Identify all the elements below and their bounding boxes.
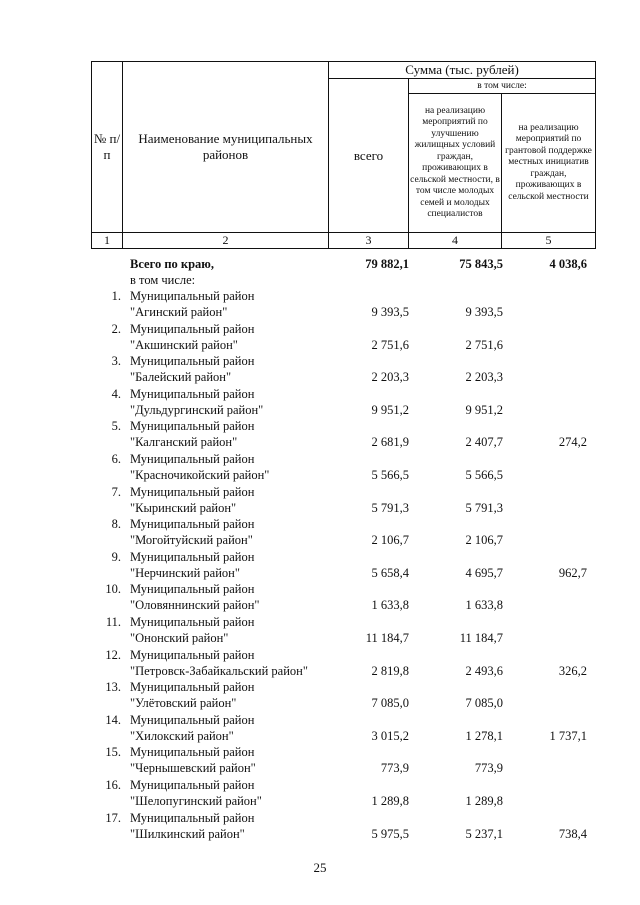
district-type: Муниципальный район: [130, 745, 255, 760]
value-total: 2 106,7: [371, 533, 409, 548]
district-name: [130, 386, 340, 418]
value-total: 3 015,2: [371, 728, 409, 743]
row-number: 1.: [111, 289, 121, 303]
district-name: [130, 451, 340, 483]
table-row: [91, 451, 595, 484]
value-total: 7 085,0: [371, 696, 409, 711]
table-row: [91, 712, 595, 745]
district-name: [130, 810, 340, 842]
header-col4: на реализацию мероприятий по улучшению жилищных условий граждан, проживающих в сельской местности, в том числе молодых семей и молодых специалистов: [409, 94, 502, 233]
row-number: 8.: [111, 517, 121, 532]
value-grants: 962,7: [558, 565, 587, 580]
value-housing: 11 184,7: [459, 630, 503, 645]
row-number: 7.: [111, 484, 121, 499]
value-housing: 2 407,7: [465, 435, 503, 450]
district-name: [130, 484, 340, 516]
district-title: "Чернышевский район": [130, 761, 256, 776]
row-number: 5.: [111, 419, 121, 434]
value-housing: 2 751,6: [465, 337, 503, 352]
district-type: Муниципальный район: [130, 419, 255, 434]
district-title: "Нерчинский район": [130, 565, 240, 580]
district-title: "Дульдургинский район": [130, 402, 264, 417]
table-row: [91, 418, 595, 451]
district-name: [130, 516, 340, 548]
value-housing: 773,9: [474, 761, 503, 776]
district-name: [130, 614, 340, 646]
district-title: "Калганский район": [130, 435, 238, 450]
row-number: 4.: [111, 386, 121, 401]
district-title: "Хилокский район": [130, 728, 234, 743]
district-title: "Петровск-Забайкальский район": [130, 663, 308, 678]
district-title: "Кыринский район": [130, 500, 237, 515]
header-sum: Сумма (тыс. рублей): [329, 62, 596, 79]
value-total: 2 681,9: [371, 435, 409, 450]
row-number: 9.: [111, 549, 121, 564]
table-row: [91, 288, 595, 321]
row-number: 6.: [111, 451, 121, 466]
total-sublabel: в том числе:: [130, 273, 196, 287]
district-title: "Шилкинский район": [130, 826, 245, 841]
value-housing: 7 085,0: [465, 696, 503, 711]
table-row: [91, 353, 595, 386]
value-grants: 1 737,1: [549, 728, 587, 743]
header-all: всего: [329, 79, 409, 233]
row-number: 17.: [105, 810, 121, 825]
column-number: 1: [92, 233, 123, 249]
district-type: Муниципальный район: [130, 647, 255, 662]
value-total: 5 975,5: [371, 826, 409, 841]
value-total: 5 566,5: [371, 467, 409, 482]
value-housing: 1 289,8: [465, 793, 503, 808]
district-type: Муниципальный район: [130, 680, 255, 695]
value-housing: 2 493,6: [465, 663, 503, 678]
total-col4: 75 843,5: [459, 257, 503, 271]
value-total: 5 658,4: [371, 565, 409, 580]
district-type: Муниципальный район: [130, 582, 255, 597]
district-type: Муниципальный район: [130, 289, 255, 303]
value-housing: 5 237,1: [465, 826, 503, 841]
value-housing: 5 566,5: [465, 467, 503, 482]
table-row: [91, 516, 595, 549]
district-name: [130, 744, 340, 776]
row-number: 2.: [111, 321, 121, 336]
row-number: 13.: [105, 680, 121, 695]
district-name: [130, 777, 340, 809]
value-housing: 2 106,7: [465, 533, 503, 548]
table-row: [91, 484, 595, 517]
header-num: № п/п: [92, 62, 123, 233]
header-name: Наименование муниципальных районов: [123, 62, 329, 233]
value-total: 773,9: [380, 761, 409, 776]
table-row: [91, 549, 595, 582]
district-name: [130, 647, 340, 679]
column-numbers-row: [92, 233, 596, 249]
value-total: 9 393,5: [371, 305, 409, 319]
district-title: "Красночикойский район": [130, 467, 270, 482]
table-row: [91, 810, 595, 843]
district-name: [130, 581, 340, 613]
value-total: 1 289,8: [371, 793, 409, 808]
district-title: "Акшинский район": [130, 337, 238, 352]
row-number: 14.: [105, 712, 121, 727]
district-name: [130, 712, 340, 744]
total-row: [91, 256, 595, 288]
total-label-block: [130, 256, 214, 288]
total-col3: 79 882,1: [365, 257, 409, 271]
district-type: Муниципальный район: [130, 549, 255, 564]
district-name: [130, 353, 340, 385]
value-grants: 326,2: [558, 663, 587, 678]
column-number: 2: [123, 233, 329, 249]
row-number: 10.: [105, 582, 121, 597]
district-title: "Оловяннинский район": [130, 598, 260, 613]
district-type: Муниципальный район: [130, 810, 255, 825]
table-row: [91, 777, 595, 810]
table-row: [91, 647, 595, 680]
value-total: 11 184,7: [365, 630, 409, 645]
district-type: Муниципальный район: [130, 777, 255, 792]
value-housing: 9 393,5: [465, 305, 503, 319]
value-housing: 2 203,3: [465, 370, 503, 385]
district-title: "Шелопугинский район": [130, 793, 262, 808]
table-header: [91, 61, 596, 249]
value-total: 5 791,3: [371, 500, 409, 515]
district-type: Муниципальный район: [130, 517, 255, 532]
row-number: 3.: [111, 354, 121, 369]
header-col5: на реализацию мероприятий по грантовой поддержке местных инициатив граждан, проживающих в сельской местности: [502, 94, 596, 233]
district-type: Муниципальный район: [130, 321, 255, 336]
district-title: "Балейский район": [130, 370, 232, 385]
district-type: Муниципальный район: [130, 451, 255, 466]
value-grants: 274,2: [558, 435, 587, 450]
district-type: Муниципальный район: [130, 614, 255, 629]
row-number: 15.: [105, 745, 121, 760]
value-housing: 9 951,2: [465, 402, 503, 417]
table-row: [91, 679, 595, 712]
district-name: [130, 679, 340, 711]
value-total: 2 203,3: [371, 370, 409, 385]
header-including: в том числе:: [409, 79, 596, 94]
value-housing: 1 278,1: [465, 728, 503, 743]
value-housing: 5 791,3: [465, 500, 503, 515]
table-row: [91, 321, 595, 354]
value-housing: 4 695,7: [465, 565, 503, 580]
row-number: 11.: [105, 614, 121, 629]
total-label: Всего по краю,: [130, 257, 214, 271]
district-name: [130, 549, 340, 581]
district-title: "Могойтуйский район": [130, 533, 253, 548]
table-body: [91, 256, 595, 842]
column-number: 3: [329, 233, 409, 249]
district-type: Муниципальный район: [130, 354, 255, 369]
value-grants: 738,4: [558, 826, 587, 841]
row-number: 16.: [105, 777, 121, 792]
district-type: Муниципальный район: [130, 386, 255, 401]
page-number: 25: [313, 860, 327, 875]
row-number: 12.: [105, 647, 121, 662]
district-name: [130, 288, 340, 320]
column-number: 5: [502, 233, 596, 249]
district-rows: [91, 288, 595, 842]
district-title: "Ононский район": [130, 630, 229, 645]
column-number: 4: [409, 233, 502, 249]
value-total: 2 819,8: [371, 663, 409, 678]
table-row: [91, 386, 595, 419]
value-housing: 1 633,8: [465, 598, 503, 613]
district-type: Муниципальный район: [130, 484, 255, 499]
district-type: Муниципальный район: [130, 712, 255, 727]
total-col5: 4 038,6: [549, 257, 587, 271]
table-row: [91, 581, 595, 614]
value-total: 1 633,8: [371, 598, 409, 613]
district-title: "Агинский район": [130, 305, 228, 319]
district-title: "Улётовский район": [130, 696, 237, 711]
value-total: 2 751,6: [371, 337, 409, 352]
table-row: [91, 614, 595, 647]
value-total: 9 951,2: [371, 402, 409, 417]
district-name: [130, 418, 340, 450]
table-row: [91, 744, 595, 777]
district-name: [130, 321, 340, 353]
